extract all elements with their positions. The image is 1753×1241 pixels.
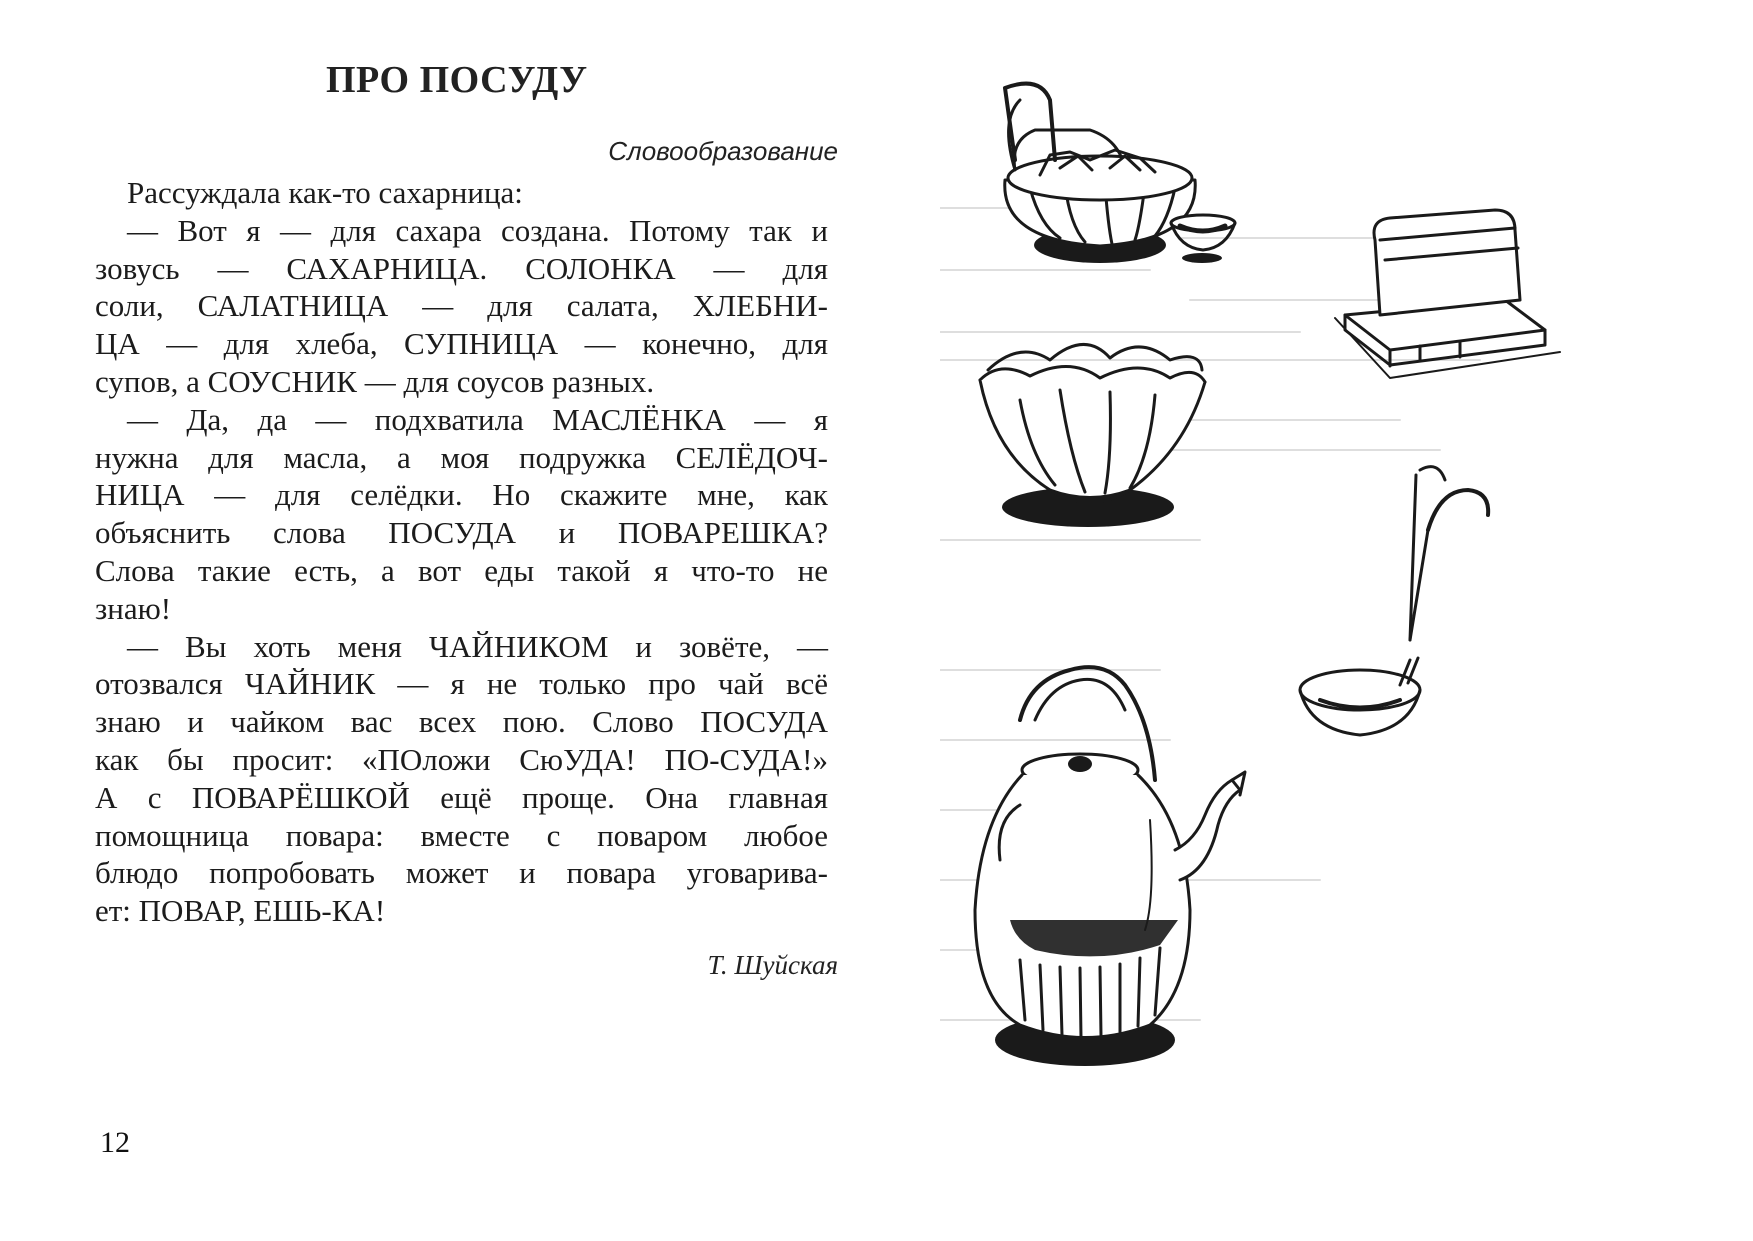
text-line: соли, САЛАТНИЦА — для салата, ХЛЕБНИ- xyxy=(95,288,828,324)
text-line: — Вот я — для сахара создана. Потому так и xyxy=(127,212,828,248)
text-line: супов, а СОУСНИК — для соусов разных. xyxy=(95,363,655,399)
text-line: зовусь — САХАРНИЦА. СОЛОНКА — для xyxy=(95,250,828,286)
text-line: Слова такие есть, а вот еды такой я что-то не xyxy=(95,552,828,588)
salad-bowl-icon xyxy=(980,344,1205,527)
page-number: 12 xyxy=(100,1126,130,1159)
kettle-icon xyxy=(975,667,1245,1066)
text-line: А с ПОВАРЁШКОЙ ещё проще. Она главная xyxy=(95,779,828,815)
text-line: как бы просит: «ПОложи СюУДА! ПО-СУДА!» xyxy=(95,741,828,777)
text-line: помощница повара: вместе с поваром любое xyxy=(95,817,828,853)
author-signature: Т. Шуйская xyxy=(707,950,838,980)
text-line: НИЦА — для селёдки. Но скажите мне, как xyxy=(95,477,828,513)
text-line: объяснить слова ПОСУДА и ПОВАРЕШКА? xyxy=(95,515,828,551)
ladle-icon xyxy=(1300,467,1488,735)
text-line: — Вы хоть меня ЧАЙНИКОМ и зовёте, — xyxy=(127,628,828,664)
text-line: — Да, да — подхватила МАСЛЁНКА — я xyxy=(127,401,828,437)
text-line: блюдо попробовать может и повара уговарива- xyxy=(95,855,828,891)
text-line: знаю! xyxy=(95,590,172,626)
illustration-panel xyxy=(940,60,1720,1080)
section-subtitle: Словообразование xyxy=(608,136,838,166)
text-line: ЦА — для хлеба, СУПНИЦА — конечно, для xyxy=(95,326,828,362)
left-page xyxy=(0,0,860,1241)
text-line: отозвался ЧАЙНИК — я не только про чай всё xyxy=(95,666,828,702)
text-line: ет: ПОВАР, ЕШЬ-КА! xyxy=(95,893,386,929)
page-title: ПРО ПОСУДУ xyxy=(326,59,588,101)
sugar-bowl-icon xyxy=(1005,84,1195,263)
text-line: нужна для масла, а моя подружка СЕЛЁДОЧ- xyxy=(95,439,828,475)
text-line: знаю и чайком вас всех пою. Слово ПОСУДА xyxy=(95,704,828,740)
text-line: Рассуждала как-то сахарница: xyxy=(127,175,523,210)
story-text xyxy=(95,174,828,930)
butter-dish-icon xyxy=(1335,210,1560,378)
